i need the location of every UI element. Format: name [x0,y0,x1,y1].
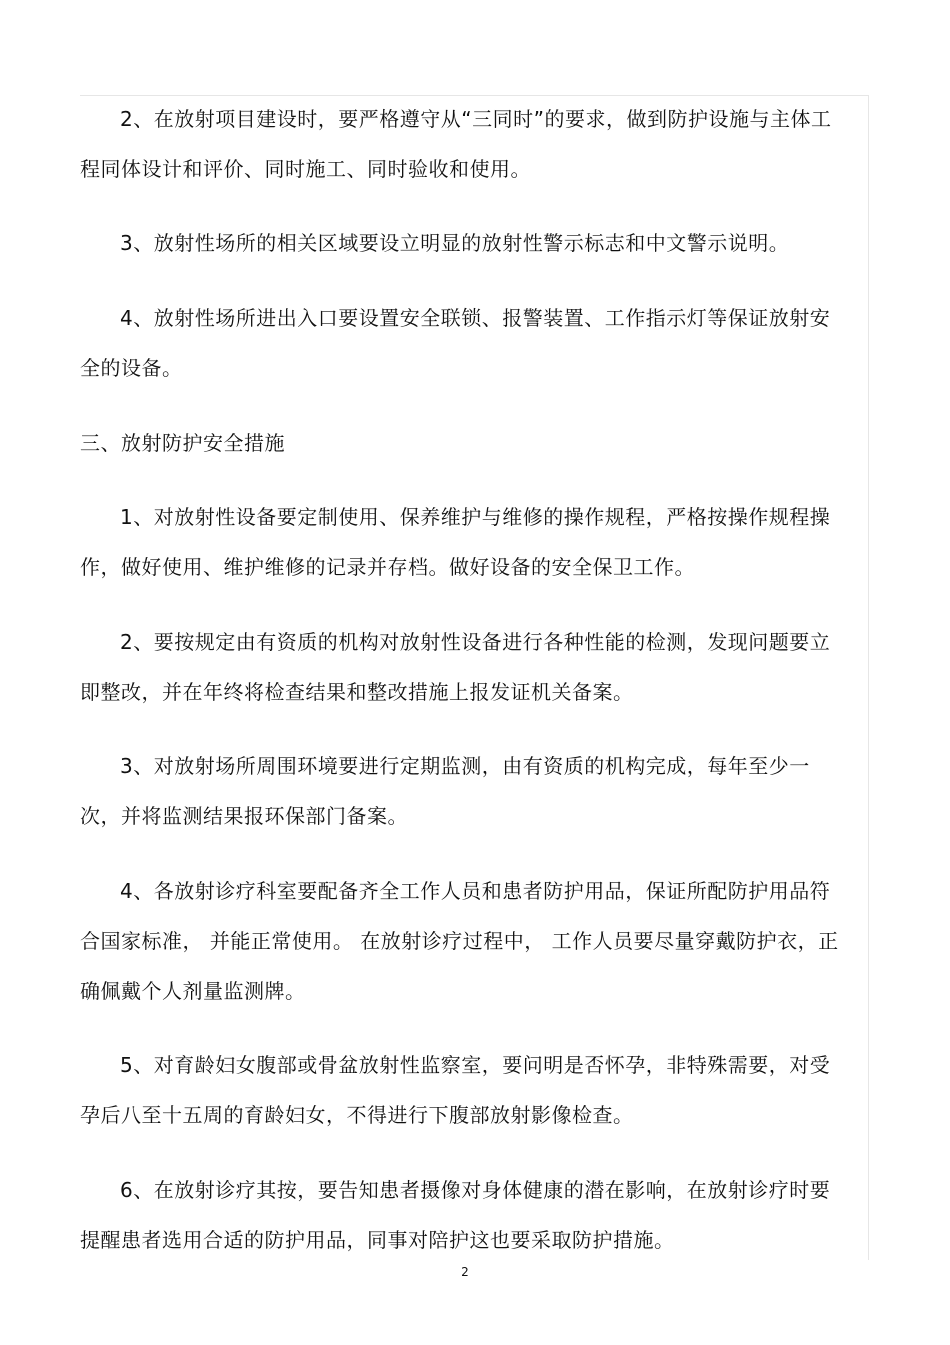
page-border-right [868,95,869,1260]
paragraph-item-4-safety-interlock: 4、放射性场所进出入口要设置安全联锁、报警装置、工作指示灯等保证放射安全的设备。 [80,306,831,380]
section-heading-radiation-safety: 三、放射防护安全措施 [80,431,285,455]
paragraph-item-3-monitoring: 3、对放射场所周围环境要进行定期监测，由有资质的机构完成，每年至少一次，并将监测结果报环保部门备案。 [80,754,810,828]
page-number: 2 [461,1265,469,1279]
paragraph-item-2-inspection: 2、要按规定由有资质的机构对放射性设备进行各种性能的检测，发现问题要立即整改，并在年终将检查结果和整改措施上报发证机关备案。 [80,630,831,704]
paragraph-item-3-warning-signs: 3、放射性场所的相关区域要设立明显的放射性警示标志和中文警示说明。 [120,231,790,255]
paragraph-item-4-protective-gear: 4、各放射诊疗科室要配备齐全工作人员和患者防护用品，保证所配防护用品符合国家标准， 并能正常使用。 在放射诊疗过程中， 工作人员要尽量穿戴防护衣，正确佩戴个人剂量监测牌。 [80,879,839,1003]
paragraph-item-6-patient-notice: 6、在放射诊疗其按，要告知患者摄像对身体健康的潜在影响，在放射诊疗时要提醒患者选用合适的防护用品，同事对陪护这也要采取防护措施。 [80,1178,831,1252]
paragraph-item-5-pregnancy: 5、对育龄妇女腹部或骨盆放射性监察室，要问明是否怀孕，非特殊需要，对受孕后八至十五周的育龄妇女，不得进行下腹部放射影像检查。 [80,1053,831,1127]
paragraph-item-1-operation-rules: 1、对放射性设备要定制使用、保养维护与维修的操作规程，严格按操作规程操作，做好使用、维护维修的记录并存档。做好设备的安全保卫工作。 [80,505,831,579]
paragraph-item-2-construction: 2、在放射项目建设时，要严格遵守从“三同时”的要求，做到防护设施与主体工程同体设计和评价、同时施工、同时验收和使用。 [80,107,832,181]
